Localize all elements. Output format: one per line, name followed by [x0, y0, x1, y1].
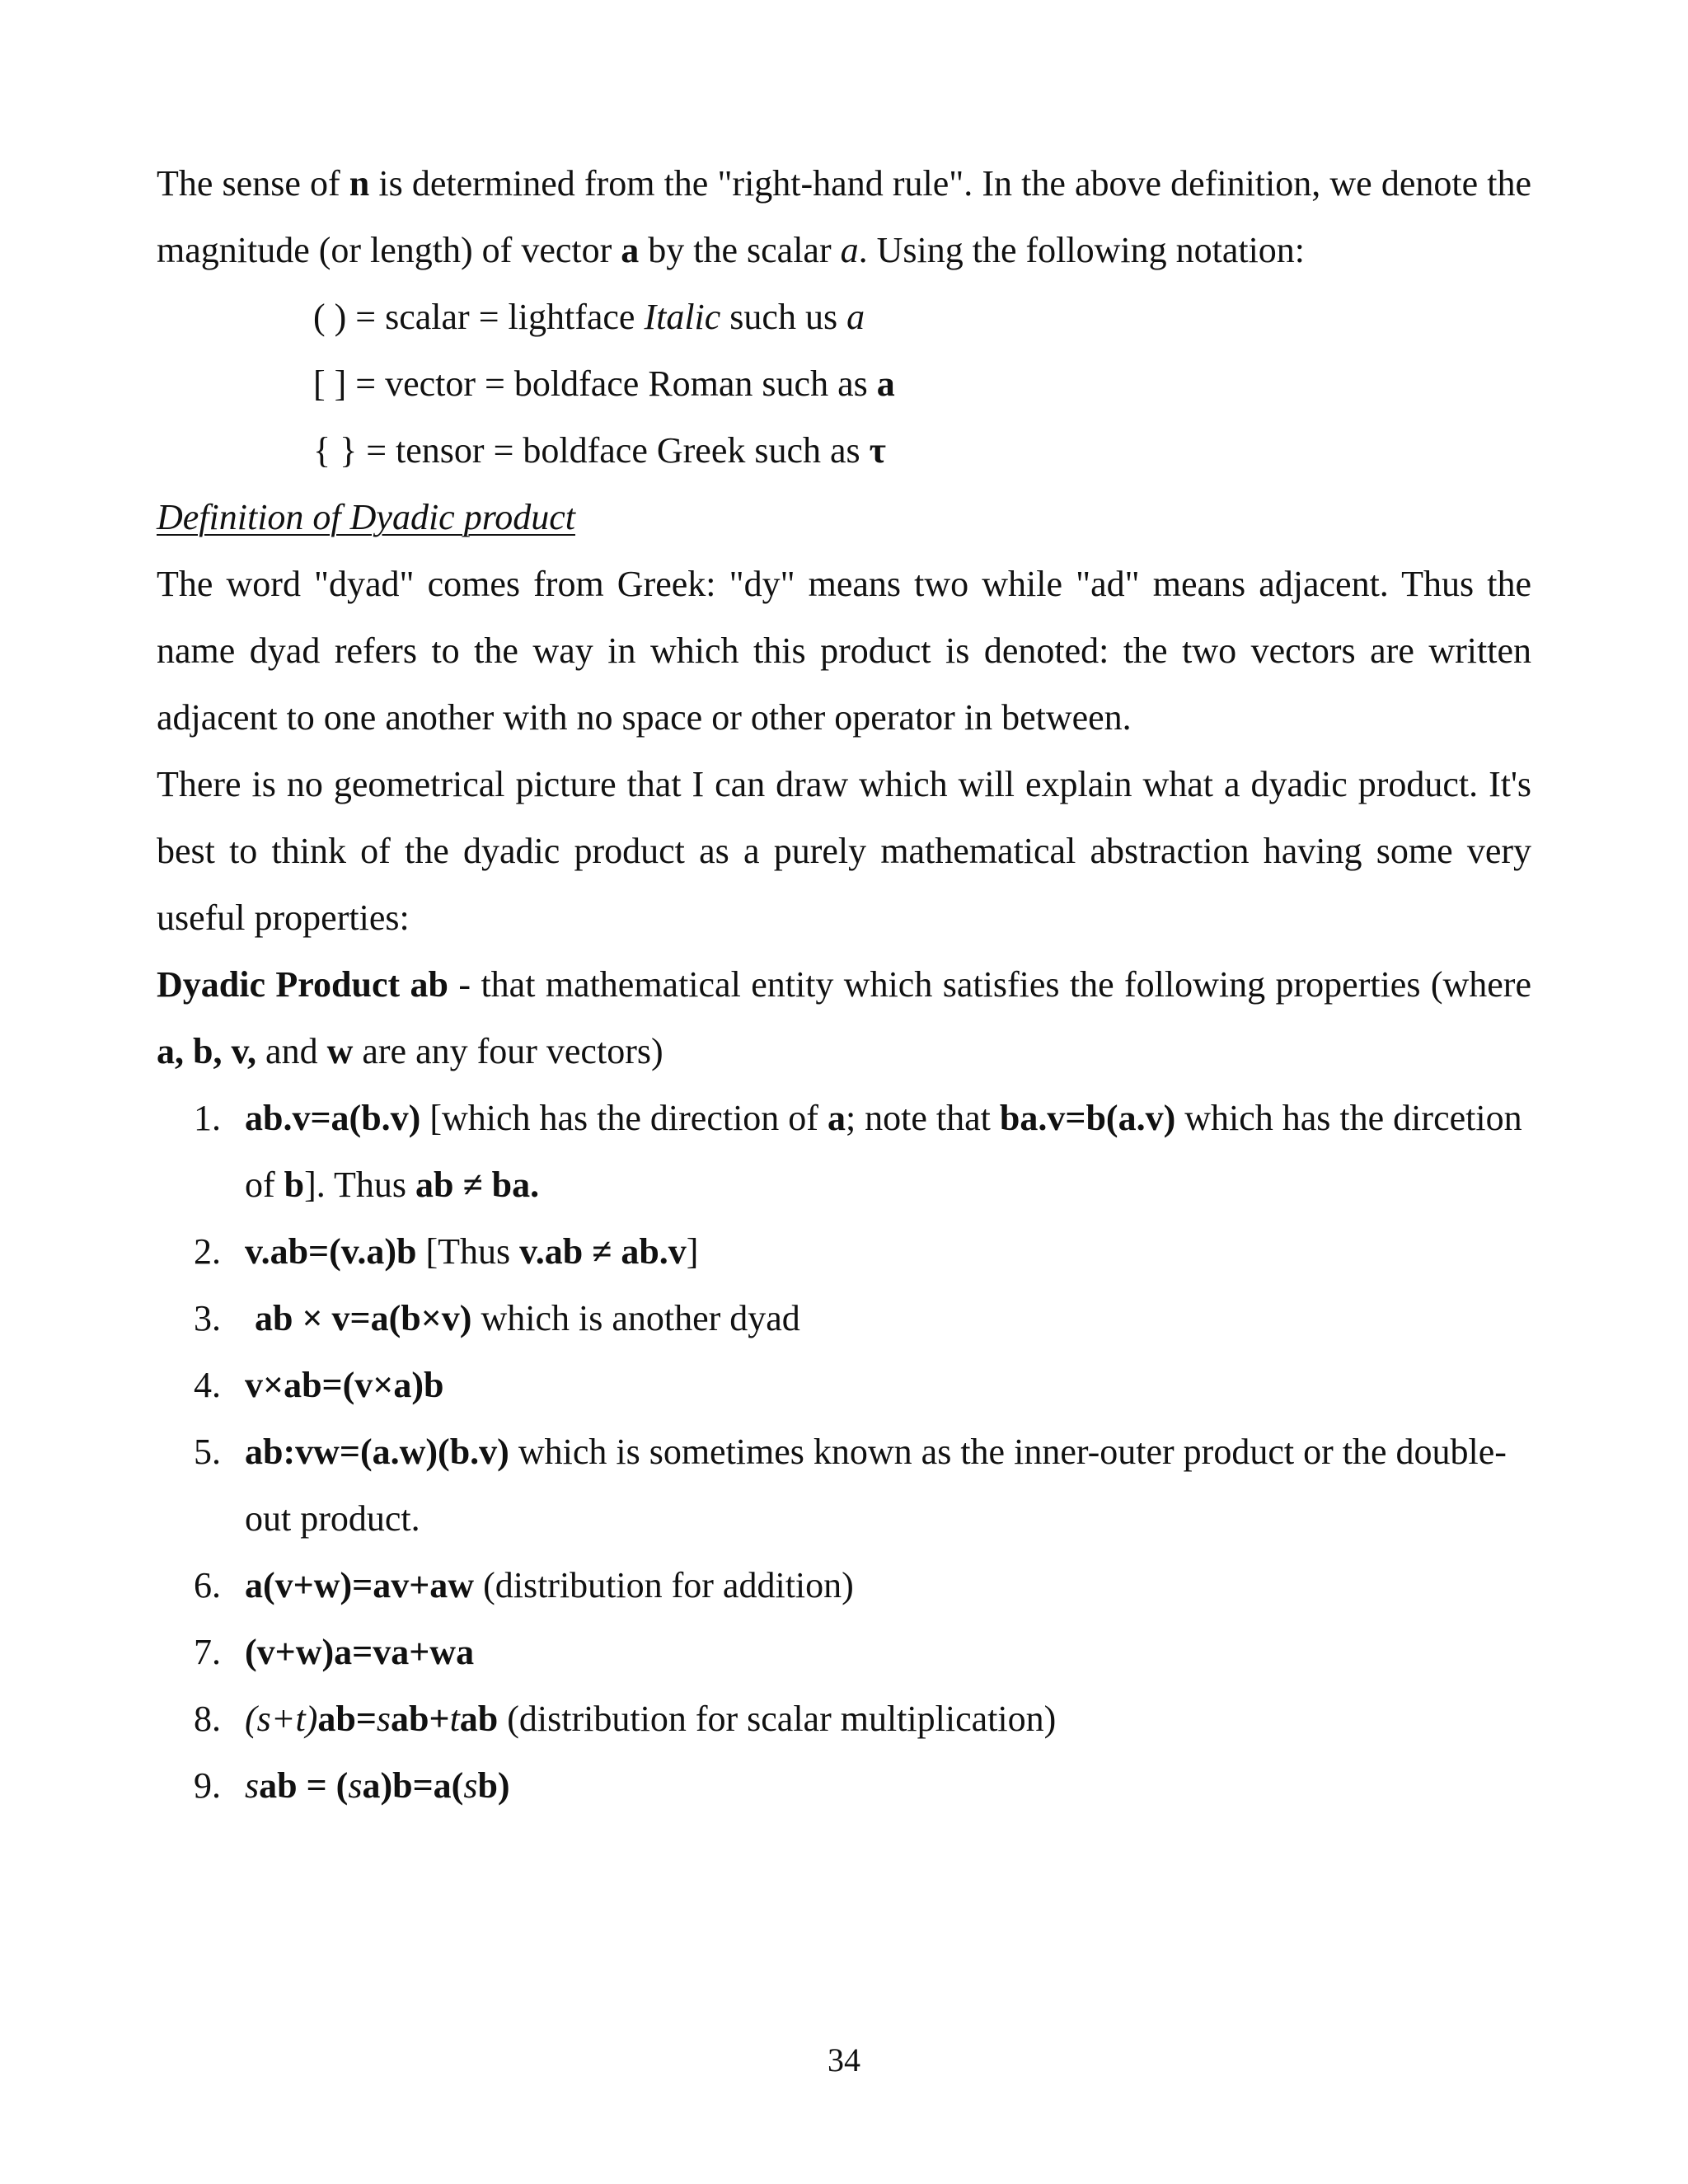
- scalar: s: [376, 1699, 392, 1739]
- item-text: (distribution for addition): [474, 1565, 854, 1605]
- formula: ab+: [391, 1699, 450, 1739]
- notation-symbol: a: [846, 297, 865, 337]
- scalar: t: [449, 1699, 460, 1739]
- formula: ab:vw=(a.w)(b.v): [245, 1432, 509, 1472]
- definition-text: and: [256, 1031, 327, 1071]
- notation-symbol: a: [876, 363, 895, 404]
- intro-text: The sense of: [157, 163, 349, 204]
- definition-text: - that mathematical entity which satisfies the following properties (where: [448, 964, 1531, 1005]
- notation-text: ( ) = scalar = lightface: [313, 297, 645, 337]
- formula: ba.v=b(a.v): [999, 1098, 1176, 1138]
- scalar-a: a: [840, 230, 859, 270]
- item-text: [Thus: [416, 1231, 520, 1272]
- notation-vector: [313, 350, 1531, 417]
- formula: ab = (: [259, 1765, 349, 1806]
- notation-symbol: τ: [869, 430, 886, 471]
- notation-text: { } = tensor = boldface Greek such as: [313, 430, 870, 471]
- item-text: which is sometimes known as the inner-outer product or the double-out product.: [245, 1432, 1507, 1539]
- list-number: 3.: [194, 1298, 221, 1338]
- formula: v.ab=(v.a)b: [245, 1231, 417, 1272]
- item-text: (distribution for scalar multiplication): [498, 1699, 1057, 1739]
- vector-n: n: [349, 163, 370, 204]
- list-item: [157, 1552, 1531, 1619]
- list-number: 8.: [194, 1699, 221, 1739]
- list-item: [157, 1619, 1531, 1685]
- intro-text: is determined from the "right-hand rule". In the above definition, we denote the magnitude (or length) of vector: [157, 163, 1531, 270]
- formula: ab ≠ ba.: [415, 1165, 540, 1205]
- scalar: s: [245, 1765, 260, 1806]
- geometry-paragraph: There is no geometrical picture that I can draw which will explain what a dyadic product. It's best to think of the dyadic product as a purely mathematical abstraction having some very useful properties:: [157, 764, 1531, 938]
- section-title: Definition of Dyadic product: [157, 497, 575, 537]
- intro-paragraph: [157, 150, 1531, 284]
- formula: ab: [459, 1699, 499, 1739]
- list-number: 6.: [194, 1565, 221, 1605]
- definition-vectors: a, b, v,: [157, 1031, 257, 1071]
- list-number: 4.: [194, 1365, 221, 1405]
- list-item: [157, 1085, 1531, 1218]
- list-item: [157, 1352, 1531, 1418]
- item-text: ]: [686, 1231, 699, 1272]
- formula: b: [284, 1165, 305, 1205]
- formula: ab=: [317, 1699, 377, 1739]
- list-item: [157, 1418, 1531, 1552]
- formula: a)b=a(: [362, 1765, 464, 1806]
- scalar: s: [348, 1765, 363, 1806]
- definition-vector-w: w: [326, 1031, 354, 1071]
- formula: b): [477, 1765, 510, 1806]
- scalar: (s+t): [245, 1699, 318, 1739]
- list-number: 1.: [194, 1098, 221, 1138]
- formula: v.ab ≠ ab.v: [519, 1231, 687, 1272]
- properties-list: [157, 1085, 1531, 1819]
- scalar: s: [463, 1765, 478, 1806]
- formula: a: [827, 1098, 846, 1138]
- notation-tensor: [313, 417, 1531, 484]
- definition-term: Dyadic Product ab: [157, 964, 448, 1005]
- list-number: 5.: [194, 1432, 221, 1472]
- notation-italic-word: Italic: [644, 297, 721, 337]
- page-body: [157, 150, 1531, 1819]
- definition-text: are any four vectors): [353, 1031, 663, 1071]
- formula: (v+w)a=va+wa: [245, 1632, 475, 1672]
- list-number: 2.: [194, 1231, 221, 1272]
- intro-text: by the scalar: [639, 230, 841, 270]
- list-number: 9.: [194, 1765, 221, 1806]
- formula: v×ab=(v×a)b: [245, 1365, 444, 1405]
- formula: a(v+w)=av+aw: [245, 1565, 475, 1605]
- dyad-paragraph: The word "dyad" comes from Greek: "dy" means two while "ad" means adjacent. Thus the name dyad refers to the way in which this product is denoted: the two vectors are written adjacent to one another with no space or other operator in between.: [157, 564, 1531, 738]
- item-text: ]. Thus: [304, 1165, 415, 1205]
- vector-a: a: [621, 230, 640, 270]
- list-item: [157, 1218, 1531, 1285]
- item-text: [which has the direction of: [420, 1098, 828, 1138]
- list-item: [157, 1752, 1531, 1819]
- list-number: 7.: [194, 1632, 221, 1672]
- item-text: which has the dircetion of: [245, 1098, 1522, 1205]
- item-text: ; note that: [845, 1098, 1000, 1138]
- definition-paragraph: [157, 951, 1531, 1085]
- formula: ab.v=a(b.v): [245, 1098, 421, 1138]
- page-number: 34: [828, 2041, 860, 2079]
- notation-text: such us: [720, 297, 847, 337]
- intro-text: . Using the following notation:: [858, 230, 1306, 270]
- item-text: which is another dyad: [471, 1298, 800, 1338]
- list-item: [157, 1685, 1531, 1752]
- notation-text: [ ] = vector = boldface Roman such as: [313, 363, 877, 404]
- notation-scalar: [313, 284, 1531, 350]
- list-item: [157, 1285, 1531, 1352]
- formula: ab × v=a(b×v): [255, 1298, 472, 1338]
